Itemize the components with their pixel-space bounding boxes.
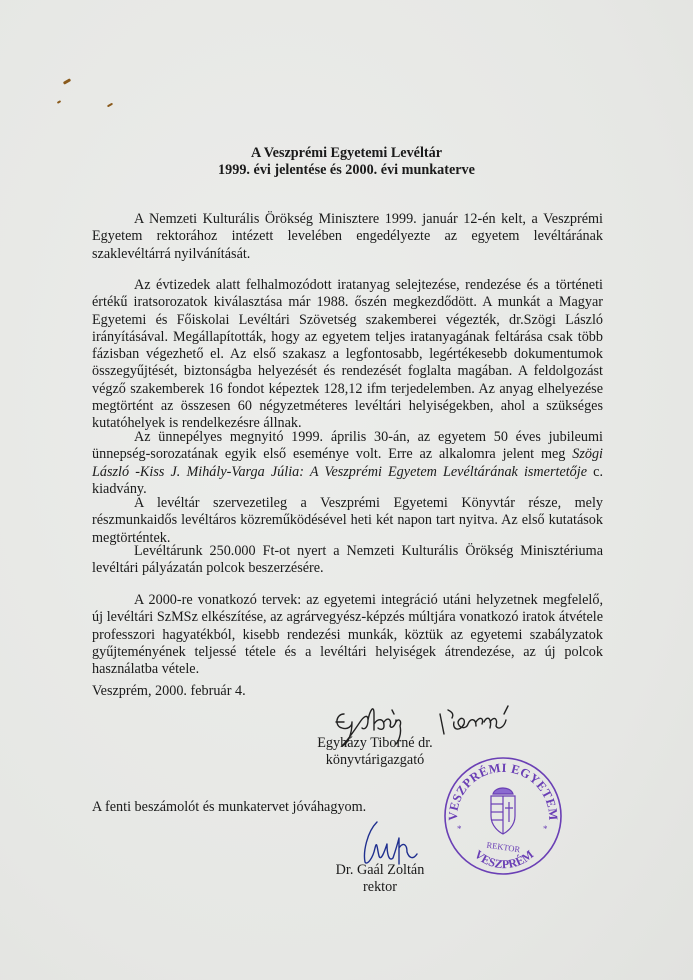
signatory-2-role: rektor <box>363 879 397 895</box>
paragraph-6 <box>92 592 603 678</box>
paragraph-text: Levéltárunk 250.000 Ft-ot nyert a Nemzeti Kulturális Örökség Minisztériuma levéltári pályázatán polcok beszerzésére. <box>92 543 603 577</box>
document-title: A Veszprémi Egyetemi Levéltár <box>250 145 443 161</box>
place-date: Veszprém, 2000. február 4. <box>92 683 246 699</box>
paragraph-4 <box>92 495 603 547</box>
publication-title: Szögi László -Kiss J. Mihály-Varga Júlia: A Veszprémi Egyetem Levéltárának ismertetője <box>92 446 603 480</box>
document-subtitle: 1999. évi jelentése és 2000. évi munkaterve <box>218 162 475 178</box>
paragraph-text: A Nemzeti Kulturális Örökség Minisztere 1999. január 12-én kelt, a Veszprémi Egyetem rektorához intézett levelében engedélyezte az egyetem levéltárának szaklevéltárrá nyilvánítását. <box>92 211 603 262</box>
stamp-outer-text: VESZPRÉMI EGYETEM <box>445 760 561 822</box>
paragraph-3 <box>92 429 603 498</box>
stamp-star-right: * <box>543 824 548 834</box>
signatory-1-name: Egyházy Tiborné dr. <box>317 735 433 751</box>
stamp-star-left: * <box>457 824 462 834</box>
stamp-inner-line1: REKTOR <box>485 839 521 855</box>
paragraph-text: Az évtizedek alatt felhalmozódott iratanyag selejtezése, rendezése és a történeti értékű iratsorozatok kiválasztása már 1988. őszén megkezdődött. A munkát a Magyar Egyetemi és Főiskolai Levéltári Szövetség szakemberei végezték, dr.Szögi László irányításával. Megállapították, hogy az egyetem teljes iratanyagának feltárása csak több fázisban végezhető el. Az első szakasz a legfontosabb, legértékesebb dokumentumok összegyűjtését, biztonságba helyezését és rendezését foglalta magában. A feldolgozást végző szakemberek 16 fondot képeztek 128,12 ifm terjedelemben. Az anyag elhelyezése megtörtént az összesen 60 négyzetméteres levéltári helyiségekben, ahol a szükséges kutatóhelyek is rendelkezésre állnak. <box>92 277 603 432</box>
signatory-2-name: Dr. Gaál Zoltán <box>335 862 425 878</box>
paragraph-text: A levéltár szervezetileg a Veszprémi Egyetemi Könyvtár része, mely részmunkaidős levéltáros közreműködésével heti két napon tart nyitva. Az első kutatások megtörténtek. <box>92 495 603 546</box>
paragraph-text: A 2000-re vonatkozó tervek: az egyetemi integráció utáni helyzetnek megfelelő, új levéltári SzMSz elkészítése, az agrárvegyész-képzés múltjára vonatkozó iratok átvétele professzori hagyatékból, kisebb rendezési munkák, köztük az egyetemi szabályzatok gyűjteményének teljessé tétele és a levéltári helyiségek átrendezése, az új polcok használatba vétele. <box>92 592 603 678</box>
paragraph-text: Az ünnepélyes megnyitó 1999. április 30-án, az egyetem 50 éves jubileumi ünnepség-sorozatának egyik első eseménye volt. Erre az alkalomra jelent meg <box>92 429 603 463</box>
official-stamp <box>441 752 565 880</box>
coat-of-arms-icon <box>491 788 515 834</box>
paragraph-text: c. kiadvány. <box>92 463 603 497</box>
paragraph-1 <box>92 211 603 263</box>
signatory-1-role: könyvtárigazgató <box>325 752 425 768</box>
stamp-inner-line2: VESZPRÉM <box>471 847 537 872</box>
paragraph-5 <box>92 543 603 578</box>
approval-text: A fenti beszámolót és munkatervet jóváhagyom. <box>92 799 367 815</box>
paper-speck <box>107 103 113 108</box>
paragraph-2 <box>92 277 603 433</box>
paper-speck <box>63 78 71 85</box>
paper-speck <box>57 100 61 104</box>
